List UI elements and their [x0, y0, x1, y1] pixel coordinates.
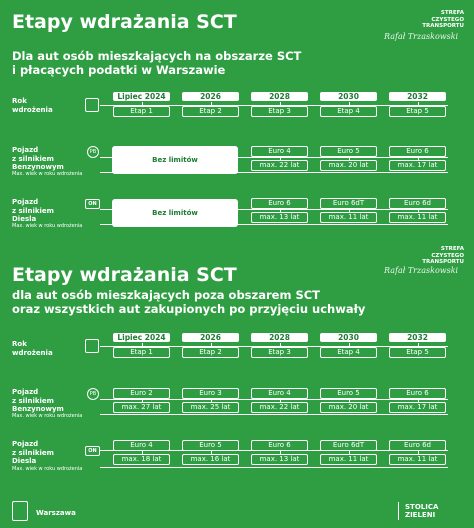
section2-year-0: Lipiec 2024 — [113, 333, 170, 342]
section2-petrol-euro-3: Euro 5 — [320, 388, 377, 399]
diesel-badge-icon-2: ON — [85, 446, 100, 456]
s1-year-label — [12, 97, 53, 114]
diesel-badge-icon: ON — [85, 199, 100, 209]
section2-diesel-age-4: max. 11 lat — [389, 454, 446, 465]
s1-petrol-age-note: Max. wiek w roku wdrożenia — [12, 171, 83, 177]
section2-petrol-age-1: max. 25 lat — [182, 402, 239, 413]
logo2-line3: TRANSPORTU — [422, 259, 464, 265]
s2-diesel-label-2: z silnikiem — [12, 448, 54, 457]
section2-year-2: 2028 — [251, 333, 308, 342]
logo-line2: CZYSTEGO — [431, 16, 464, 23]
s2-petrol-line-top — [100, 399, 448, 400]
section1-year-2: 2028 — [251, 92, 308, 101]
s2-diesel-label-3: Diesla — [12, 457, 37, 465]
s1-year-label-2: wdrożenia — [12, 105, 53, 114]
section1-petrol-age-0: max. 22 lat — [251, 160, 308, 171]
section2-subtitle-2: oraz wszystkich aut zakupionych po przyjęciu uchwały — [12, 302, 366, 316]
section2-petrol-euro-2: Euro 4 — [251, 388, 308, 399]
s2-petrol-label — [12, 388, 64, 414]
section2-diesel-euro-0: Euro 4 — [113, 440, 170, 451]
section2-stage-1: Etap 2 — [182, 347, 239, 358]
section1-stage-2: Etap 3 — [251, 106, 308, 117]
section2-diesel-euro-1: Euro 5 — [182, 440, 239, 451]
s1-petrol-label-1: Pojazd — [12, 146, 39, 154]
section2-diesel-age-2: max. 13 lat — [251, 454, 308, 465]
section2-title: Etapy wdrażania SCT — [12, 264, 237, 286]
calendar-icon — [85, 98, 99, 112]
s1-diesel-label-2: z silnikiem — [12, 206, 54, 215]
s2-petrol-label-3: Benzynowym — [12, 405, 64, 413]
section1-subtitle-1: Dla aut osób mieszkających na obszarze SCT — [12, 49, 302, 63]
footer-brand-2: ZIELENI — [405, 511, 436, 519]
s2-petrol-label-2: z silnikiem — [12, 396, 54, 405]
s2-petrol-line-bottom — [100, 414, 448, 415]
section1-diesel-euro-2: Euro 6d — [389, 198, 446, 209]
section2-petrol-age-4: max. 17 lat — [389, 402, 446, 413]
section2-stage-2: Etap 3 — [251, 347, 308, 358]
section1-diesel-euro-0: Euro 6 — [251, 198, 308, 209]
footer-city: Warszawa — [36, 509, 76, 517]
section2-subtitle-1: dla aut osób mieszkających poza obszarem SCT — [12, 288, 321, 302]
section2-diesel-age-1: max. 16 lat — [182, 454, 239, 465]
section2-petrol-age-0: max. 27 lat — [113, 402, 170, 413]
logo2-line1: STREFA — [440, 246, 464, 252]
signature-1: Rafał Trzaskowski — [384, 32, 459, 41]
section2-diesel-euro-3: Euro 6dT — [320, 440, 377, 451]
section1-diesel-age-0: max. 13 lat — [251, 212, 308, 223]
footer-divider — [398, 502, 399, 520]
logo-line1: STREFA — [440, 10, 464, 16]
section2-diesel-age-3: max. 11 lat — [320, 454, 377, 465]
section1-year-1: 2026 — [182, 92, 239, 101]
s1-petrol-label-3: Benzynowym — [12, 163, 64, 171]
s2-petrol-label-1: Pojazd — [12, 388, 39, 396]
signature-2: Rafał Trzaskowski — [384, 266, 459, 275]
s1-petrol-label-2: z silnikiem — [12, 154, 54, 163]
s1-diesel-age-note: Max. wiek w roku wdrożenia — [12, 223, 83, 229]
section1-petrol-age-2: max. 17 lat — [389, 160, 446, 171]
section1-stage-3: Etap 4 — [320, 106, 377, 117]
logo-line3: TRANSPORTU — [422, 23, 464, 29]
section1-year-0: Lipiec 2024 — [113, 92, 170, 101]
section2-year-1: 2026 — [182, 333, 239, 342]
section1-subtitle-2: i płacących podatki w Warszawie — [12, 63, 226, 77]
s1-petrol-nolimit: Bez limitów — [112, 146, 238, 174]
fuel-pump-icon: PB — [87, 146, 99, 158]
fuel-pump-icon-2: PB — [87, 388, 99, 400]
section2-year-3: 2030 — [320, 333, 377, 342]
section2-stage-4: Etap 5 — [389, 347, 446, 358]
section1-petrol-euro-2: Euro 6 — [389, 146, 446, 157]
section2-diesel-euro-4: Euro 6d — [389, 440, 446, 451]
s2-year-label — [12, 340, 53, 357]
sct-logo-1 — [422, 10, 464, 30]
section1-diesel-age-2: max. 11 lat — [389, 212, 446, 223]
s2-diesel-line-bottom — [100, 467, 448, 468]
s2-petrol-age-note: Max. wiek w roku wdrożenia — [12, 413, 83, 419]
section2-stage-0: Etap 1 — [113, 347, 170, 358]
sct-logo-2 — [422, 246, 464, 266]
section1-title: Etapy wdrażania SCT — [12, 11, 237, 33]
section2-year-4: 2032 — [389, 333, 446, 342]
footer-brand — [405, 503, 438, 519]
section2-petrol-age-2: max. 22 lat — [251, 402, 308, 413]
section2-petrol-euro-0: Euro 2 — [113, 388, 170, 399]
section1-year-3: 2030 — [320, 92, 377, 101]
section1-petrol-euro-0: Euro 4 — [251, 146, 308, 157]
section1-stage-1: Etap 2 — [182, 106, 239, 117]
section1-diesel-euro-1: Euro 6dT — [320, 198, 377, 209]
s1-diesel-label — [12, 198, 54, 224]
s2-diesel-label — [12, 440, 54, 466]
s1-petrol-label — [12, 146, 64, 172]
section2-petrol-euro-4: Euro 6 — [389, 388, 446, 399]
s1-diesel-label-3: Diesla — [12, 215, 37, 223]
section2-diesel-age-0: max. 18 lat — [113, 454, 170, 465]
section2-diesel-euro-2: Euro 6 — [251, 440, 308, 451]
s2-diesel-age-note: Max. wiek w roku wdrożenia — [12, 466, 83, 472]
section2-stage-3: Etap 4 — [320, 347, 377, 358]
section1-diesel-age-1: max. 11 lat — [320, 212, 377, 223]
warsaw-crest-icon — [12, 501, 28, 521]
section1-stage-0: Etap 1 — [113, 106, 170, 117]
section2-petrol-age-3: max. 20 lat — [320, 402, 377, 413]
s1-year-label-1: Rok — [12, 97, 27, 105]
calendar-icon-2 — [85, 339, 99, 353]
s2-diesel-label-1: Pojazd — [12, 440, 39, 448]
s2-year-label-1: Rok — [12, 340, 27, 348]
s1-diesel-nolimit: Bez limitów — [112, 199, 238, 227]
footer-brand-1: STOLICA — [405, 503, 439, 511]
section1-petrol-euro-1: Euro 5 — [320, 146, 377, 157]
logo2-line2: CZYSTEGO — [431, 252, 464, 259]
section1-year-4: 2032 — [389, 92, 446, 101]
section1-petrol-age-1: max. 20 lat — [320, 160, 377, 171]
section2-petrol-euro-1: Euro 3 — [182, 388, 239, 399]
section1-stage-4: Etap 5 — [389, 106, 446, 117]
s1-diesel-label-1: Pojazd — [12, 198, 39, 206]
s2-year-label-2: wdrożenia — [12, 348, 53, 357]
